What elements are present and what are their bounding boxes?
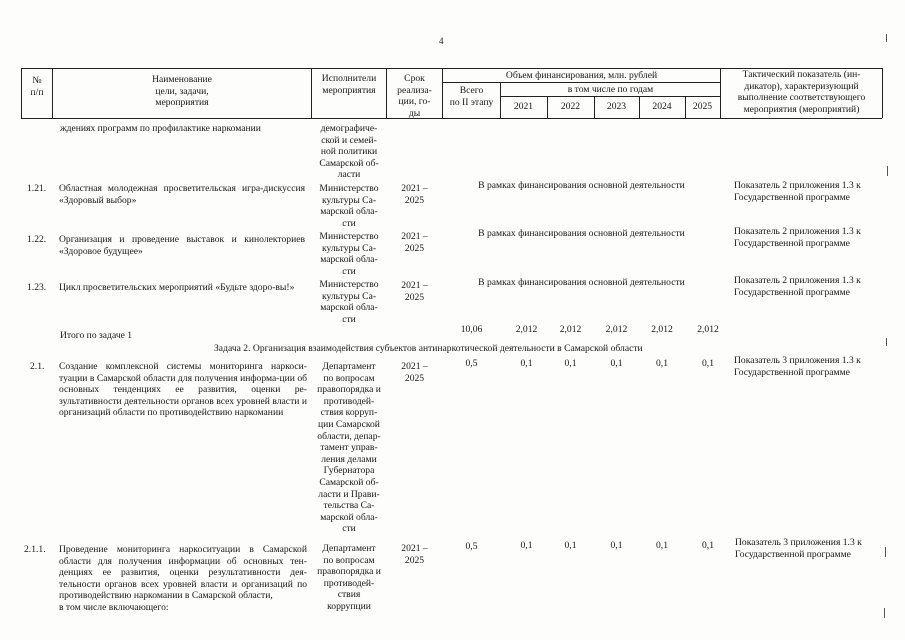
row-year-value: 0,1 [520,540,533,551]
col-rule [882,68,883,118]
row-number: 2.1. [30,361,45,372]
row-total: 0,5 [465,541,478,552]
scan-edge-mark [886,34,887,42]
row-year-value: 0,1 [610,358,623,369]
row-year-value: 0,1 [564,358,577,369]
header-num: № п/п [30,75,44,98]
header-year: 2025 [692,101,713,112]
header-period: Срок реализа- ции, го- ды [397,73,432,119]
row-funding-note: В рамках финансирования основной деятельности [478,228,685,239]
scan-edge-mark [886,338,887,346]
row-year-value: 0,1 [656,540,668,551]
row-indicator: Показатель 2 приложения 1.3 к Государственной программе [734,226,861,249]
row-period: 2021 – 2025 [401,543,428,566]
row-name: Цикл просветительских мероприятий «Будьте здоро-вы!» [59,282,295,293]
row-executor: Департамент по вопросам правопорядка и противодей- ствия коррупции [317,543,381,612]
row-indicator: Показатель 2 приложения 1.3 к Государственной программе [734,275,861,298]
total-year-value: 2,012 [605,324,628,335]
continuation-name: ждениях программ по профилактике наркомании [60,123,261,134]
header-by-years: в том числе по годам [567,84,654,95]
header-name: Наименование цели, задачи, мероприятия [152,74,212,109]
row-number: 1.23. [27,282,47,293]
header-total: Всего по II этапу [449,85,494,108]
total-year-value: 2,012 [559,324,582,335]
header-executors: Исполнители мероприятия [321,73,377,96]
row-year-value: 0,1 [520,358,533,369]
continuation-executor: демографиче- ской и семей- ной политики Самарской об- ласти [319,123,379,181]
row-year-value: 0,1 [564,540,577,551]
row-funding-note: В рамках финансирования основной деятельности [478,277,685,288]
total-value: 10,06 [460,324,483,335]
row-funding-note: В рамках финансирования основной деятельности [478,180,685,191]
row-total: 0,5 [465,358,478,369]
row-year-value: 0,1 [702,540,714,551]
total-label: Итого по задаче 1 [60,330,133,341]
header-funding-title: Объем финансирования, млн. рублей [505,70,658,81]
row-period: 2021 – 2025 [401,231,428,254]
row-number: 1.22. [27,234,47,245]
scan-edge-mark [887,166,888,176]
total-year-value: 2,012 [651,324,673,335]
row-period: 2021 – 2025 [401,280,428,303]
row-name: Создание комплексной системы мониторинга наркоси-туации в Самарской области для получения информа-ции об основных тенденциях ее развития, оценки ре-зультативности деятельности органов всех уровней власти и организаций области по противодействию наркомании [59,361,307,419]
row-executor: Министерство культуры Са- марской обла- сти [319,279,379,325]
page-number: 4 [439,36,444,46]
total-year-value: 2,012 [697,324,719,335]
header-years-rule [442,82,720,83]
row-name-last-line: в том числе включающего: [59,602,169,613]
row-name: Областная молодежная просветительская игра-дискуссия «Здоровый выбор» [59,183,305,206]
row-executor: Департамент по вопросам правопорядка и противодей- ствия корруп- ции Самарской области, депар- тамент управ- ления делами Губернатора Самарской об- ласти и Прави- тельства Са- марской обла- сти [317,361,381,535]
row-year-value: 0,1 [656,358,668,369]
header-years-row-rule [500,96,720,97]
row-name: Организация и проведение выставок и кинолекториев «Здоровое будущее» [59,234,305,257]
header-year: 2021 [513,101,534,112]
task-2-title: Задача 2. Организация взаимодействия субъектов антинаркотической деятельности в Самарской области [214,343,643,354]
row-year-value: 0,1 [702,358,714,369]
header-indicator: Тактический показатель (ин- дикатор), характеризующий выполнение соответствующего мероприятия (мероприятий) [737,69,866,115]
header-year: 2023 [606,101,627,112]
row-indicator: Показатель 2 приложения 1.3 к Государственной программе [734,180,861,203]
header-year: 2024 [652,101,672,112]
scan-edge-mark [885,547,886,557]
row-year-value: 0,1 [610,540,623,551]
scan-edge-mark [884,608,885,618]
row-period: 2021 – 2025 [401,361,428,384]
total-year-value: 2,012 [515,324,538,335]
row-executor: Министерство культуры Са- марской обла- сти [319,183,379,229]
row-number: 1.21. [27,183,47,194]
header-year: 2022 [560,101,581,112]
row-period: 2021 – 2025 [401,183,428,206]
row-indicator: Показатель 3 приложения 1.3 к Государственной программе [735,537,862,560]
header-bottom-rule [21,118,882,119]
row-name: Проведение мониторинга наркоситуации в Самарской области для получения информации об основных тен-денциях ее развития, оценки результативности дея-тельности органов всех уровней власти и организаций по противодействию наркомании в Самарской области, [59,544,307,602]
row-number: 2.1.1. [24,544,46,555]
row-executor: Министерство культуры Са- марской обла- сти [319,231,379,277]
row-indicator: Показатель 3 приложения 1.3 к Государственной программе [734,355,861,378]
